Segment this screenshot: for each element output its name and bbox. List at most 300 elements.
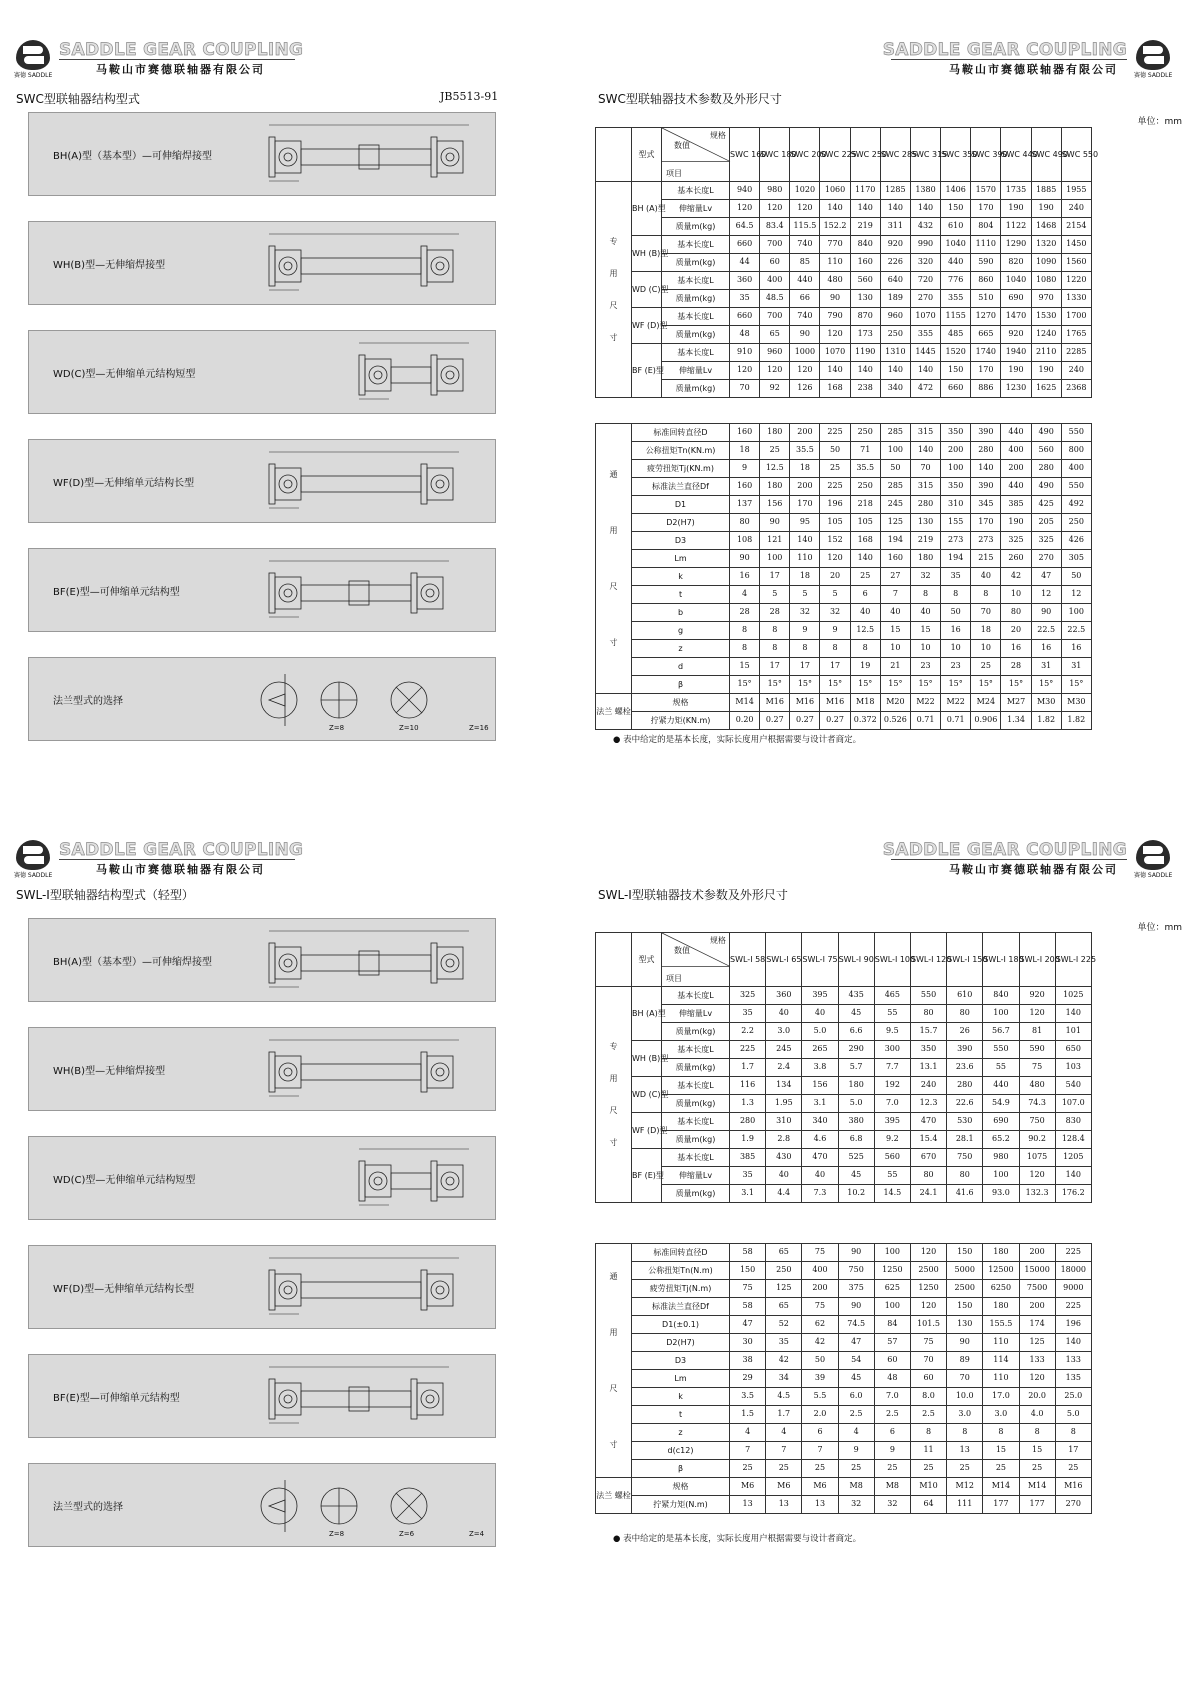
value-cell: 550 [983,1041,1019,1059]
value-cell: 35 [766,1334,802,1352]
value-cell: 110 [790,550,820,568]
value-cell: 440 [1001,478,1031,496]
value-cell: 200 [1019,1244,1055,1262]
row-label: 标准法兰直径Df [632,478,730,496]
value-cell: 90 [820,290,850,308]
value-cell: 525 [838,1149,874,1167]
value-cell: M14 [730,694,760,712]
value-cell: 55 [874,1167,910,1185]
spec-label: 规格 [710,131,726,140]
value-cell: 152.2 [820,218,850,236]
swc-param-page [595,0,1190,850]
general-dimension-table [595,1243,1092,1514]
value-cell: 80 [910,1005,946,1023]
table-row [596,1095,1092,1113]
value-cell: 9 [730,460,760,478]
value-cell: 650 [1055,1041,1091,1059]
value-cell: 140 [850,362,880,380]
value-cell: 32 [820,604,850,622]
group-char: 尺 [609,1105,618,1115]
value-cell: 40 [880,604,910,622]
value-cell: 8 [1019,1424,1055,1442]
value-cell: 177 [1019,1496,1055,1514]
row-label: 基本长度L [662,1113,730,1131]
blank-cell [596,128,632,182]
value-cell: 2.2 [730,1023,766,1041]
table-row [596,658,1092,676]
value-cell: 15° [730,676,760,694]
value-cell: 12 [1061,586,1091,604]
row-label: 拧紧力矩(N.m) [632,1496,730,1514]
value-cell: 2500 [910,1262,946,1280]
value-cell: M14 [1019,1478,1055,1496]
value-cell: 7.7 [874,1059,910,1077]
value-cell: 1070 [910,308,940,326]
row-label: D3 [632,532,730,550]
value-cell: 28 [760,604,790,622]
table-row [596,1442,1092,1460]
value-cell: 16 [730,568,760,586]
size-label: SWC 250 [850,149,888,159]
row-label: D1(±0.1) [632,1316,730,1334]
value-cell: 240 [1061,362,1091,380]
value-cell: 5000 [947,1262,983,1280]
value-cell: 1625 [1031,380,1061,398]
value-cell: 7500 [1019,1280,1055,1298]
value-cell: 155.5 [983,1316,1019,1334]
value-cell: 64 [910,1496,946,1514]
value-cell: 120 [820,326,850,344]
row-label: 标准回转直径D [632,424,730,442]
value-cell: 25 [838,1460,874,1478]
value-cell: 3.8 [802,1059,838,1077]
value-cell: 70 [971,604,1001,622]
value-cell: 100 [1061,604,1091,622]
value-cell: 5.7 [838,1059,874,1077]
value-cell: 21 [880,658,910,676]
value-cell: 180 [983,1244,1019,1262]
table-row [596,1244,1092,1262]
value-cell: 25 [983,1460,1019,1478]
value-cell: 550 [910,987,946,1005]
value-cell: 18 [730,442,760,460]
value-cell: 7.0 [874,1388,910,1406]
standard-code: JB5513-91 [440,90,499,103]
row-label: 公称扭矩Tn(KN.m) [632,442,730,460]
value-cell: 350 [941,478,971,496]
value-cell: 325 [1031,532,1061,550]
row-label: 规格 [632,694,730,712]
value-cell: 31 [1031,658,1061,676]
value-cell: 7.3 [802,1185,838,1203]
row-label: 质量m(kg) [662,1185,730,1203]
coupling-diagram [249,555,489,627]
value-cell: 48 [730,326,760,344]
value-cell: 1885 [1031,182,1061,200]
value-cell: 170 [971,200,1001,218]
table-row [596,1185,1092,1203]
value-cell: 196 [1055,1316,1091,1334]
value-cell: 25.0 [1055,1388,1091,1406]
value-cell: 1155 [941,308,971,326]
value-cell: 170 [971,514,1001,532]
section-title: SWC型联轴器结构型式 [16,92,140,106]
value-cell: 1020 [790,182,820,200]
value-cell: 45 [838,1167,874,1185]
value-cell: 273 [971,532,1001,550]
item-label: 项目 [666,169,682,178]
size-label: SWC 350 [941,149,978,159]
value-cell: 200 [790,424,820,442]
row-label: 质量m(kg) [662,1131,730,1149]
value-cell: 250 [850,424,880,442]
value-cell: 75 [802,1244,838,1262]
diagonal-header [662,128,730,182]
value-cell: 219 [850,218,880,236]
value-cell: 380 [838,1113,874,1131]
value-cell: 160 [850,254,880,272]
value-cell: 13 [947,1442,983,1460]
size-label: SWL-Ⅰ 65 [766,954,802,964]
value-cell: 440 [941,254,971,272]
value-cell: 168 [850,532,880,550]
value-cell: 190 [1031,200,1061,218]
value-cell: 4 [730,1424,766,1442]
value-cell: 190 [1001,514,1031,532]
value-cell: M16 [760,694,790,712]
value-cell: 28 [1001,658,1031,676]
value-cell: 28.1 [947,1131,983,1149]
value-cell: 0.27 [820,712,850,730]
group-char: 用 [609,268,618,278]
flange-z-label: Z=8 [329,1530,345,1538]
table-row [596,1370,1092,1388]
vertical-group-label [596,1244,632,1478]
value-cell: 1445 [910,344,940,362]
size-header [820,128,857,182]
value-cell: 64.5 [730,218,760,236]
value-cell: 15° [760,676,790,694]
value-cell: 5 [760,586,790,604]
value-cell: 910 [730,344,760,362]
value-cell: 75 [910,1334,946,1352]
row-label: k [632,568,730,586]
row-label: 质量m(kg) [662,1095,730,1113]
value-cell: 8 [850,640,880,658]
value-cell: 1.9 [730,1131,766,1149]
value-cell: 15 [1019,1442,1055,1460]
value-cell: 610 [947,987,983,1005]
row-label: 标准法兰直径Df [632,1298,730,1316]
value-cell: 120 [820,550,850,568]
value-cell: 95 [790,514,820,532]
size-header [730,933,766,987]
coupling-diagram [249,1034,489,1106]
row-label: 基本长度L [662,1149,730,1167]
value-cell: 1000 [790,344,820,362]
model-header: 型式 [632,933,662,987]
value-cell: 15° [910,676,940,694]
row-label: 伸缩量Lv [662,1167,730,1185]
brand-title: SADDLE GEAR COUPLING [59,840,304,860]
value-cell: 17 [760,568,790,586]
spec-label: 规格 [710,936,726,945]
value-cell: 1110 [971,236,1001,254]
model-name: BF (E)型 [632,1149,662,1203]
value-cell: 2.0 [802,1406,838,1424]
value-cell: 250 [880,326,910,344]
value-cell: 9.5 [874,1023,910,1041]
panel-label: 法兰型式的选择 [53,1501,123,1513]
value-cell: 57 [874,1334,910,1352]
value-cell: 90 [1031,604,1061,622]
value-cell: 1122 [1001,218,1031,236]
value-cell: 2.8 [766,1131,802,1149]
value-cell: 30 [730,1334,766,1352]
value-cell: 440 [1001,424,1031,442]
saddle-logo-icon: 赛德 SADDLE [14,840,52,878]
coupling-diagram [249,1252,489,1324]
table-row [596,604,1092,622]
value-cell: 120 [760,362,790,380]
value-cell: 385 [1001,496,1031,514]
row-label: 基本长度L [662,236,730,254]
size-label: SWL-Ⅰ 100 [874,954,916,964]
value-cell: 110 [983,1334,1019,1352]
value-cell: 1765 [1061,326,1091,344]
value-cell: 140 [820,200,850,218]
value-cell: M22 [941,694,971,712]
value-cell: 1090 [1031,254,1061,272]
value-cell: 15° [820,676,850,694]
value-cell: 16 [941,622,971,640]
size-label: SWC 285 [880,149,918,159]
value-cell: 200 [941,442,971,460]
row-label: 质量m(kg) [662,1023,730,1041]
value-cell: 80 [730,514,760,532]
row-label: Lm [632,1370,730,1388]
value-cell: 590 [1019,1041,1055,1059]
value-cell: 5 [820,586,850,604]
value-cell: 101 [1055,1023,1091,1041]
value-cell: 25 [766,1460,802,1478]
value-cell: 9 [874,1442,910,1460]
value-cell: 7 [880,586,910,604]
value-cell: 15 [910,622,940,640]
brand-header [14,40,314,78]
value-cell: 18000 [1055,1262,1091,1280]
value-cell: 2500 [947,1280,983,1298]
value-cell: 1.3 [730,1095,766,1113]
value-cell: 315 [910,478,940,496]
value-cell: 804 [971,218,1001,236]
value-cell: 776 [941,272,971,290]
row-label: 质量m(kg) [662,1059,730,1077]
value-cell: 54.9 [983,1095,1019,1113]
value-cell: 32 [910,568,940,586]
value-cell: 180 [838,1077,874,1095]
value-cell: 15 [880,622,910,640]
coupling-diagram [249,337,489,409]
value-cell: 350 [910,1041,946,1059]
company-name: 马鞍山市赛德联轴器有限公司 [949,63,1118,76]
value-cell: 65 [766,1244,802,1262]
value-cell: 325 [730,987,766,1005]
model-name: BH (A)型 [632,987,662,1041]
value-cell: 690 [983,1113,1019,1131]
value-cell: 840 [983,987,1019,1005]
flange-diagram [249,664,489,736]
group-char: 专 [609,236,618,246]
structure-panel [28,548,496,632]
value-cell: 189 [880,290,910,308]
value-cell: 270 [1055,1496,1091,1514]
value-cell: 8 [910,586,940,604]
value-cell: M27 [1001,694,1031,712]
value-cell: 156 [802,1077,838,1095]
value-cell: 10.2 [838,1185,874,1203]
value-cell: 280 [910,496,940,514]
value-cell: 770 [820,236,850,254]
value-cell: 485 [941,326,971,344]
value-cell: 29 [730,1370,766,1388]
size-header [1055,933,1097,987]
value-cell: 8 [760,640,790,658]
value-cell: 58 [730,1244,766,1262]
value-cell: 13 [802,1496,838,1514]
value-cell: 8 [790,640,820,658]
value-cell: 74.3 [1019,1095,1055,1113]
value-cell: 194 [880,532,910,550]
value-cell: 90.2 [1019,1131,1055,1149]
value-cell: 200 [790,478,820,496]
swl-param-page [595,840,1190,1700]
structure-panel [28,221,496,305]
brand-title: SADDLE GEAR COUPLING [882,840,1127,860]
value-cell: 20 [820,568,850,586]
value-cell: 25 [874,1460,910,1478]
value-cell: 800 [1061,442,1091,460]
saddle-logo-icon: 赛德 SADDLE [1134,840,1172,878]
value-cell: 60 [910,1370,946,1388]
value-cell: 1075 [1019,1149,1055,1167]
model-name: BH (A)型 [632,182,662,236]
row-label: d(c12) [632,1442,730,1460]
row-label: 基本长度L [662,987,730,1005]
value-cell: 305 [1061,550,1091,568]
value-cell: 560 [874,1149,910,1167]
value-cell: 270 [1031,550,1061,568]
table-row [596,424,1092,442]
model-name: WD (C)型 [632,1077,662,1113]
value-cell: 194 [941,550,971,568]
value-cell: 1.34 [1001,712,1031,730]
size-label: SWL-Ⅰ 180 [983,954,1024,964]
row-label: 伸缩量Lv [662,362,730,380]
value-cell: 19 [850,658,880,676]
value-cell: 245 [880,496,910,514]
value-cell: 290 [838,1041,874,1059]
value-cell: 355 [941,290,971,308]
value-cell: 1.5 [730,1406,766,1424]
unit-label: 单位：mm [1137,117,1182,127]
group-char: 用 [609,1073,618,1083]
value-cell: 790 [820,308,850,326]
value-cell: 27 [880,568,910,586]
value-cell: 1955 [1061,182,1091,200]
value-cell: 50 [880,460,910,478]
size-header [850,128,888,182]
value-cell: 192 [874,1077,910,1095]
bolt-group-label: 法兰 螺栓 [596,1478,632,1514]
value-cell: 62 [802,1316,838,1334]
value-cell: 10 [1001,586,1031,604]
special-dimension-table [595,932,1097,1203]
value-cell: 15° [941,676,971,694]
value-cell: 1520 [941,344,971,362]
table-row [596,1041,1092,1059]
table-row [596,236,1092,254]
value-cell: 80 [1001,604,1031,622]
group-char: 用 [609,525,618,535]
value-cell: 12.3 [910,1095,946,1113]
value-cell: 700 [760,236,790,254]
coupling-diagram [249,228,489,300]
value-cell: 980 [760,182,790,200]
value-cell: 23.6 [947,1059,983,1077]
value-cell: 280 [947,1077,983,1095]
value-cell: 1290 [1001,236,1031,254]
row-label: 质量m(kg) [662,380,730,398]
value-cell: 100 [983,1005,1019,1023]
value-cell: 126 [790,380,820,398]
table-row [596,1298,1092,1316]
value-cell: M30 [1031,694,1061,712]
size-label: SWL-Ⅰ 75 [802,954,838,964]
size-header [766,933,802,987]
coupling-diagram [249,446,489,518]
value-cell: 140 [790,532,820,550]
row-label: Lm [632,550,730,568]
structure-panel [28,330,496,414]
flange-diagram [249,1470,489,1542]
saddle-logo-icon: 赛德 SADDLE [1134,40,1172,78]
value-cell: 140 [1055,1005,1091,1023]
value-cell: 140 [820,362,850,380]
structure-panel [28,918,496,1002]
structure-panel [28,1354,496,1438]
value-cell: 75 [730,1280,766,1298]
table-row [596,344,1092,362]
panel-label: BF(E)型—可伸缩单元结构型 [53,1392,180,1404]
group-char: 用 [609,1327,618,1337]
value-cell: 280 [1031,460,1061,478]
model-name: WH (B)型 [632,236,662,272]
value-cell: 75 [1019,1059,1055,1077]
value-cell: 1406 [941,182,971,200]
table-row [596,442,1092,460]
value-cell: 340 [880,380,910,398]
size-label: SWL-Ⅰ 120 [910,954,952,964]
value-cell: 225 [1055,1298,1091,1316]
panel-label: WD(C)型—无伸缩单元结构短型 [53,1174,196,1186]
row-label: 规格 [632,1478,730,1496]
table-row [596,1077,1092,1095]
value-cell: M16 [820,694,850,712]
table-row [596,514,1092,532]
coupling-diagram [249,1143,489,1215]
value-cell: 1.95 [766,1095,802,1113]
